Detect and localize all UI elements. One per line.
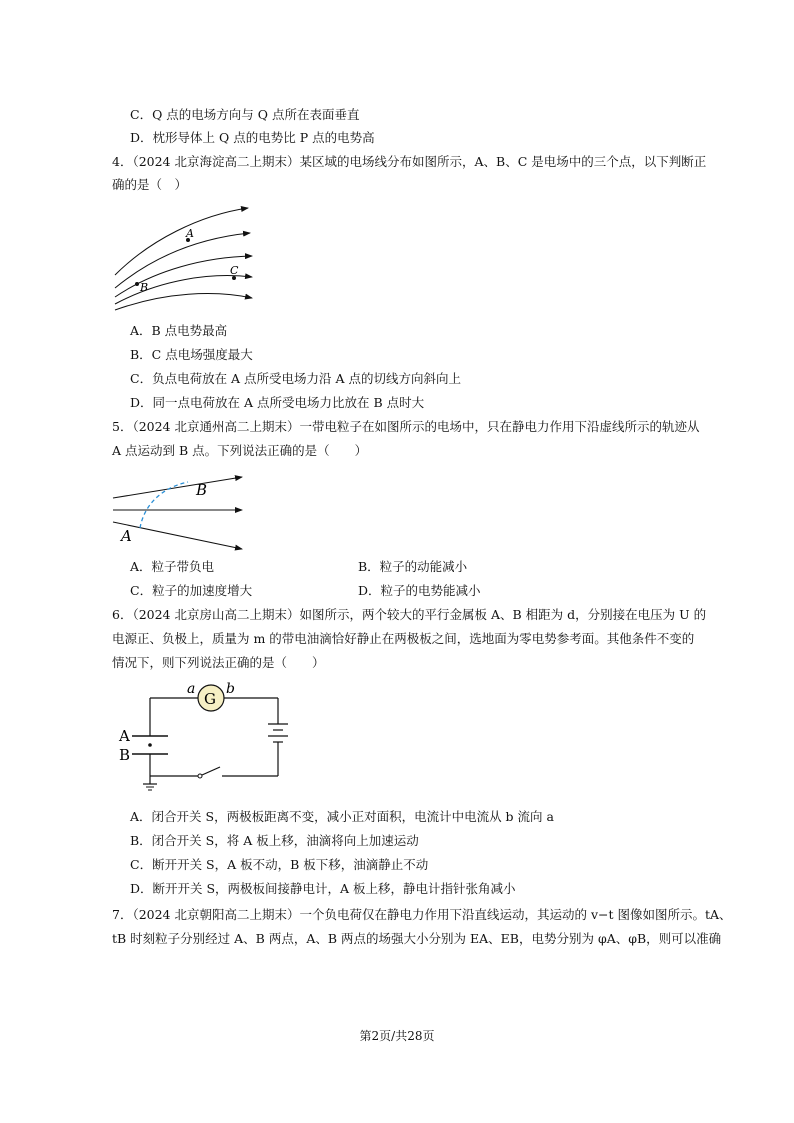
q4-field-lines-figure (110, 200, 260, 315)
switch-blade (202, 767, 220, 775)
q6-option-d: D．断开开关 S，两极板间接静电计，A 板上移，静电计指针张角减小 (130, 881, 516, 896)
label-a-terminal: a (187, 681, 196, 697)
q6-option-b: B．闭合开关 S，将 A 板上移，油滴将向上加速运动 (130, 833, 419, 848)
q7-stem-line-1: 7．（2024 北京朝阳高二上期末）一个负电荷仅在静电力作用下沿直线运动，其运动的 v−t 图像如图所示。tA、 (112, 907, 732, 922)
plate-a-label: A (119, 727, 130, 745)
q5-stem-line-1: 5．（2024 北京通州高二上期末）一带电粒子在如图所示的电场中，只在静电力作用下沿虚线所示的轨迹从 (112, 419, 700, 434)
label-b: B (196, 481, 208, 499)
particle-trajectory (140, 482, 188, 528)
field-line-5 (115, 294, 252, 310)
q5-option-c: C．粒子的加速度增大 (130, 583, 253, 598)
q5-stem-line-2: A 点运动到 B 点。下列说法正确的是（ ） (112, 443, 368, 458)
q6-circuit-figure (112, 680, 302, 795)
q4-option-a: A．B 点电势最高 (130, 323, 228, 338)
field-line-1 (115, 208, 248, 275)
q5-option-b: B．粒子的动能减小 (358, 559, 468, 574)
label-c: C (230, 264, 239, 277)
q4-option-c: C．负点电荷放在 A 点所受电场力沿 A 点的切线方向斜向上 (130, 371, 462, 386)
field-line-bottom (113, 522, 242, 549)
q6-option-c: C．断开开关 S，A 板不动，B 板下移，油滴静止不动 (130, 857, 429, 872)
q4-stem-line-2: 确的是（ ） (112, 177, 188, 192)
oil-drop (148, 743, 152, 747)
q6-option-a: A．闭合开关 S，两极板距离不变，减小正对面积，电流计中电流从 b 流向 a (130, 809, 554, 824)
plate-b-label: B (119, 746, 131, 764)
q6-stem-line-1: 6．（2024 北京房山高二上期末）如图所示，两个较大的平行金属板 A、B 相距为 d，分别接在电压为 U 的 (112, 607, 707, 622)
label-a: A (121, 527, 132, 545)
q5-option-d: D．粒子的电势能减小 (358, 583, 481, 598)
galvanometer-label: G (204, 690, 216, 708)
q3-option-d: D．枕形导体上 Q 点的电势比 P 点的电势高 (130, 130, 375, 145)
label-b: B (140, 281, 149, 294)
label-a: A (186, 227, 194, 240)
q6-stem-line-3: 情况下，则下列说法正确的是（ ） (112, 655, 325, 670)
q4-option-b: B．C 点电场强度最大 (130, 347, 253, 362)
q5-field-figure (110, 468, 250, 553)
switch-pivot (198, 774, 202, 778)
page-footer: 第2页/共28页 (359, 1029, 435, 1043)
q3-option-c: C．Q 点的电场方向与 Q 点所在表面垂直 (130, 107, 360, 122)
q4-option-d: D．同一点电荷放在 A 点所受电场力比放在 B 点时大 (130, 395, 425, 410)
q7-stem-line-2: tB 时刻粒子分别经过 A、B 两点，A、B 两点的场强大小分别为 EA、EB，电势分别为 φA、φB，则可以准确 (112, 931, 722, 946)
field-line-top (113, 477, 242, 498)
q4-stem-line-1: 4．（2024 北京海淀高二上期末）某区域的电场线分布如图所示，A、B、C 是电场中的三个点，以下判断正 (112, 154, 707, 169)
q5-option-a: A．粒子带负电 (130, 559, 215, 574)
field-line-4 (115, 276, 252, 304)
label-b-terminal: b (226, 681, 235, 697)
q6-stem-line-2: 电源正、负极上，质量为 m 的带电油滴恰好静止在两极板之间，选地面为零电势参考面。其他条件不变的 (112, 631, 695, 646)
point-b (135, 282, 139, 286)
